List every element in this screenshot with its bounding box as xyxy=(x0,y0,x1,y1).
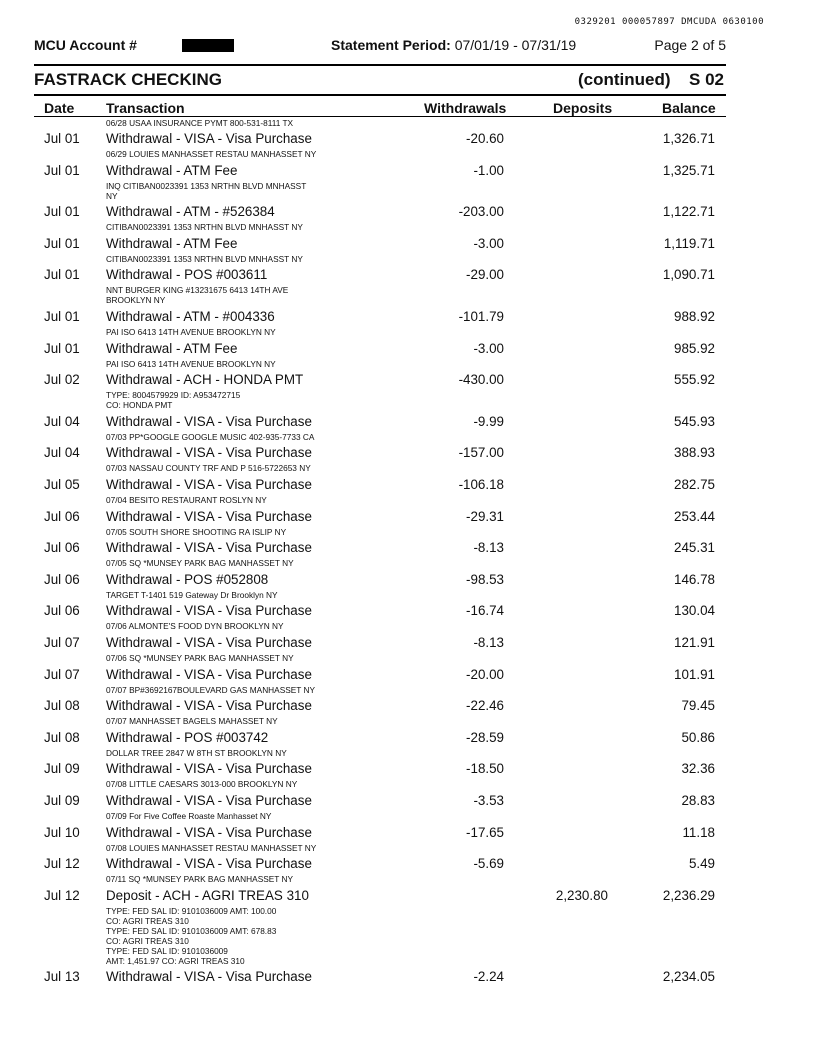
transaction-balance: 146.78 xyxy=(674,571,715,587)
transaction-date: Jul 08 xyxy=(44,729,80,745)
transaction-description: Withdrawal - ATM Fee xyxy=(106,235,238,251)
transaction-row xyxy=(0,761,816,777)
transaction-date: Jul 01 xyxy=(44,131,80,146)
transaction-detail-line: PAI ISO 6413 14TH AVENUE BROOKLYN NY xyxy=(106,358,276,369)
transaction-balance: 988.92 xyxy=(674,309,715,324)
transaction-balance: 388.93 xyxy=(674,445,715,461)
column-header-date: Date xyxy=(44,100,75,116)
transaction-detail-line: INQ CITIBAN0023391 1353 NRTHN BLVD MNHASST xyxy=(106,180,307,191)
page-number: Page 2 of 5 xyxy=(654,37,726,53)
transaction-withdrawal: -98.53 xyxy=(466,571,504,587)
transaction-detail-line: 06/28 USAA INSURANCE PYMT 800-531-8111 TX xyxy=(106,118,294,128)
transaction-balance: 121.91 xyxy=(674,635,715,650)
transaction-description: Withdrawal - VISA - Visa Purchase xyxy=(106,698,312,714)
transaction-date: Jul 01 xyxy=(44,309,80,324)
transaction-balance: 1,122.71 xyxy=(662,204,715,220)
transaction-date: Jul 12 xyxy=(44,887,80,903)
transaction-balance: 2,234.05 xyxy=(662,969,715,985)
transaction-row xyxy=(0,667,816,683)
transaction-balance: 1,119.71 xyxy=(663,235,715,251)
transaction-row xyxy=(0,793,816,809)
transaction-row xyxy=(0,730,816,746)
transaction-description: Withdrawal - POS #003742 xyxy=(106,729,269,745)
transaction-withdrawal: -157.00 xyxy=(458,445,504,461)
statement-period-label: Statement Period: xyxy=(331,37,451,53)
transaction-description: Withdrawal - ATM Fee xyxy=(106,340,238,356)
transaction-detail-line: NNT BURGER KING #13231675 6413 14TH AVE xyxy=(106,285,289,296)
transaction-description: Withdrawal - VISA - Visa Purchase xyxy=(106,477,312,492)
transaction-date: Jul 13 xyxy=(44,969,80,985)
transaction-withdrawal: -203.00 xyxy=(458,204,504,220)
transaction-detail-line: NY xyxy=(106,190,118,201)
transaction-description: Withdrawal - POS #052808 xyxy=(106,571,269,587)
transaction-description: Withdrawal - VISA - Visa Purchase xyxy=(106,969,312,985)
transaction-detail-line: 07/03 NASSAU COUNTY TRF AND P 516-5722653 NY xyxy=(106,463,311,474)
statement-header xyxy=(34,37,726,55)
transaction-date: Jul 09 xyxy=(44,761,80,777)
section-continued: (continued) xyxy=(578,70,671,89)
transaction-balance: 1,326.71 xyxy=(662,131,715,146)
transaction-detail-line: TYPE: 8004579929 ID: A953472715 xyxy=(106,390,241,401)
transaction-date: Jul 12 xyxy=(44,856,80,872)
transaction-date: Jul 01 xyxy=(44,267,80,283)
transaction-withdrawal: -22.46 xyxy=(466,698,504,714)
transaction-row xyxy=(0,825,816,841)
transaction-withdrawal: -17.65 xyxy=(466,824,504,840)
transaction-description: Withdrawal - POS #003611 xyxy=(106,267,268,283)
transaction-balance: 50.86 xyxy=(681,729,715,745)
transaction-withdrawal: -1.00 xyxy=(473,162,504,178)
column-header-balance: Balance xyxy=(662,100,716,116)
transaction-detail-line: 06/29 LOUIES MANHASSET RESTAU MANHASSET NY xyxy=(106,149,317,159)
transaction-date: Jul 06 xyxy=(44,571,80,587)
transaction-withdrawal: -18.50 xyxy=(466,761,504,777)
transaction-date: Jul 01 xyxy=(44,204,80,220)
transaction-description: Withdrawal - VISA - Visa Purchase xyxy=(106,540,312,556)
section-divider xyxy=(34,94,726,96)
transaction-description: Deposit - ACH - AGRI TREAS 310 xyxy=(106,887,309,903)
transaction-withdrawal: -20.60 xyxy=(466,131,504,146)
transaction-row xyxy=(0,856,816,872)
column-header-transaction: Transaction xyxy=(106,100,185,116)
transaction-detail-line: CO: AGRI TREAS 310 xyxy=(106,935,189,946)
transaction-date: Jul 01 xyxy=(44,235,80,251)
transaction-description: Withdrawal - VISA - Visa Purchase xyxy=(106,666,312,682)
transaction-balance: 79.45 xyxy=(681,698,715,714)
transaction-detail-line: 07/06 ALMONTE'S FOOD DYN BROOKLYN NY xyxy=(106,621,284,632)
transaction-date: Jul 07 xyxy=(44,666,80,682)
transaction-detail-line: 07/06 SQ *MUNSEY PARK BAG MANHASSET NY xyxy=(106,653,294,663)
transaction-balance: 101.91 xyxy=(674,666,715,682)
transaction-withdrawal: -8.13 xyxy=(473,540,504,556)
transaction-row xyxy=(0,572,816,588)
transaction-row xyxy=(0,969,816,985)
transaction-date: Jul 06 xyxy=(44,603,80,619)
transaction-detail-line: CO: AGRI TREAS 310 xyxy=(106,915,189,926)
transaction-description: Withdrawal - VISA - Visa Purchase xyxy=(106,445,312,461)
transaction-balance: 1,325.71 xyxy=(662,162,715,178)
transaction-balance: 28.83 xyxy=(681,793,715,808)
section-code: S 02 xyxy=(689,70,724,89)
transaction-detail-line: 07/03 PP*GOOGLE GOOGLE MUSIC 402-935-7733 CA xyxy=(106,431,315,442)
transaction-balance: 545.93 xyxy=(674,413,715,429)
transaction-balance: 130.04 xyxy=(674,603,715,619)
transaction-balance: 282.75 xyxy=(674,477,715,492)
statement-period xyxy=(331,37,576,53)
redacted-account-number xyxy=(182,39,234,52)
transaction-detail-line: TYPE: FED SAL ID: 9101036009 xyxy=(106,945,228,956)
transaction-deposit: 2,230.80 xyxy=(555,887,608,903)
transaction-description: Withdrawal - ATM Fee xyxy=(106,162,238,178)
transaction-balance: 985.92 xyxy=(674,340,715,356)
transaction-row xyxy=(0,372,816,388)
transaction-row xyxy=(0,267,816,283)
statement-tracking-code: 0329201 000057897 DMCUDA 0630100 xyxy=(574,17,764,27)
transaction-date: Jul 04 xyxy=(44,413,80,429)
transaction-withdrawal: -3.00 xyxy=(473,235,504,251)
column-header-deposits: Deposits xyxy=(553,100,613,116)
transaction-row xyxy=(0,341,816,357)
transaction-description: Withdrawal - ATM - #004336 xyxy=(106,309,275,324)
transaction-detail-line: 07/04 BESITO RESTAURANT ROSLYN NY xyxy=(106,495,267,505)
transaction-withdrawal: -5.69 xyxy=(473,856,504,872)
statement-period-value: 07/01/19 - 07/31/19 xyxy=(454,37,577,53)
transaction-detail-line: CITIBAN0023391 1353 NRTHN BLVD MNHASST NY xyxy=(106,222,303,233)
transaction-description: Withdrawal - VISA - Visa Purchase xyxy=(106,603,312,619)
transaction-detail-line: AMT: 1,451.97 CO: AGRI TREAS 310 xyxy=(106,955,245,966)
transaction-detail-line: DOLLAR TREE 2847 W 8TH ST BROOKLYN NY xyxy=(106,747,287,758)
transaction-balance: 1,090.71 xyxy=(662,267,715,283)
transaction-date: Jul 06 xyxy=(44,508,80,524)
transaction-balance: 32.36 xyxy=(681,761,715,777)
transaction-detail-line: PAI ISO 6413 14TH AVENUE BROOKLYN NY xyxy=(106,327,276,337)
transaction-description: Withdrawal - VISA - Visa Purchase xyxy=(106,131,312,146)
transaction-description: Withdrawal - VISA - Visa Purchase xyxy=(106,413,312,429)
account-label: MCU Account # xyxy=(34,37,137,53)
transaction-row xyxy=(0,414,816,430)
transaction-withdrawal: -430.00 xyxy=(458,372,504,388)
transaction-detail-line: 07/05 SQ *MUNSEY PARK BAG MANHASSET NY xyxy=(106,558,294,569)
transaction-withdrawal: -9.99 xyxy=(473,413,504,429)
transaction-detail-line: TYPE: FED SAL ID: 9101036009 AMT: 678.83 xyxy=(106,925,277,936)
transaction-balance: 245.31 xyxy=(674,540,715,556)
transaction-detail-line: BROOKLYN NY xyxy=(106,295,166,306)
transaction-withdrawal: -28.59 xyxy=(466,729,504,745)
transaction-description: Withdrawal - VISA - Visa Purchase xyxy=(106,856,312,872)
section-name: FASTRACK CHECKING xyxy=(34,70,222,89)
transaction-date: Jul 05 xyxy=(44,477,80,492)
transaction-detail-line: 07/08 LITTLE CAESARS 3013-000 BROOKLYN NY xyxy=(106,779,298,790)
transaction-withdrawal: -3.53 xyxy=(473,793,504,808)
transaction-date: Jul 07 xyxy=(44,635,80,650)
header-divider xyxy=(34,64,726,66)
transaction-description: Withdrawal - ATM - #526384 xyxy=(106,204,275,220)
transaction-detail-line: 07/05 SOUTH SHORE SHOOTING RA ISLIP NY xyxy=(106,526,287,537)
transaction-description: Withdrawal - VISA - Visa Purchase xyxy=(106,761,312,777)
transaction-detail-line: 07/08 LOUIES MANHASSET RESTAU MANHASSET NY xyxy=(106,842,317,853)
transaction-date: Jul 01 xyxy=(44,340,80,356)
transaction-date: Jul 08 xyxy=(44,698,80,714)
transaction-row xyxy=(0,477,816,493)
transaction-withdrawal: -2.24 xyxy=(473,969,504,985)
transaction-withdrawal: -3.00 xyxy=(473,340,504,356)
transaction-row xyxy=(0,509,816,525)
column-header-divider xyxy=(34,116,726,117)
transaction-withdrawal: -29.00 xyxy=(466,267,504,283)
transaction-description: Withdrawal - VISA - Visa Purchase xyxy=(106,824,312,840)
transaction-row xyxy=(0,698,816,714)
transaction-date: Jul 10 xyxy=(44,824,80,840)
transaction-date: Jul 04 xyxy=(44,445,80,461)
transaction-detail-line: CITIBAN0023391 1353 NRTHN BLVD MNHASST NY xyxy=(106,253,303,264)
transaction-withdrawal: -20.00 xyxy=(466,666,504,682)
transaction-row xyxy=(0,888,816,904)
transaction-balance: 253.44 xyxy=(674,508,715,524)
transaction-description: Withdrawal - VISA - Visa Purchase xyxy=(106,793,312,808)
transaction-description: Withdrawal - VISA - Visa Purchase xyxy=(106,635,312,650)
transaction-detail-line: TYPE: FED SAL ID: 9101036009 AMT: 100.00 xyxy=(106,905,277,916)
transaction-row xyxy=(0,540,816,556)
column-headers xyxy=(34,100,726,116)
transaction-date: Jul 06 xyxy=(44,540,80,556)
transaction-date: Jul 09 xyxy=(44,793,80,808)
transaction-detail-line: 07/07 BP#3692167BOULEVARD GAS MANHASSET NY xyxy=(106,684,316,695)
transaction-row xyxy=(0,445,816,461)
column-header-withdrawals: Withdrawals xyxy=(424,100,507,116)
transaction-description: Withdrawal - VISA - Visa Purchase xyxy=(106,508,312,524)
transaction-withdrawal: -8.13 xyxy=(473,635,504,650)
transaction-date: Jul 01 xyxy=(44,162,80,178)
transaction-withdrawal: -106.18 xyxy=(458,477,504,492)
transaction-balance: 11.18 xyxy=(682,824,715,840)
transaction-row xyxy=(0,603,816,619)
transaction-detail-line: 07/07 MANHASSET BAGELS MAHASSET NY xyxy=(106,716,278,727)
transaction-withdrawal: -16.74 xyxy=(466,603,504,619)
transaction-row xyxy=(0,309,816,325)
account-section-title xyxy=(34,70,726,90)
transaction-withdrawal: -29.31 xyxy=(466,508,504,524)
transaction-detail-line: TARGET T-1401 519 Gateway Dr Brooklyn NY xyxy=(106,589,278,600)
transaction-balance: 5.49 xyxy=(688,856,715,872)
transaction-balance: 2,236.29 xyxy=(662,887,715,903)
transaction-detail-line: 07/11 SQ *MUNSEY PARK BAG MANHASSET NY xyxy=(106,874,294,885)
transaction-row xyxy=(0,163,816,179)
transaction-detail-line: CO: HONDA PMT xyxy=(106,400,173,411)
transaction-withdrawal: -101.79 xyxy=(458,309,504,324)
transaction-row xyxy=(0,635,816,651)
transaction-balance: 555.92 xyxy=(674,372,715,388)
transaction-row xyxy=(0,236,816,252)
transaction-row xyxy=(0,131,816,147)
transaction-detail-line: 07/09 For Five Coffee Roaste Manhasset NY xyxy=(106,811,272,821)
transaction-date: Jul 02 xyxy=(44,372,80,388)
transaction-row xyxy=(0,204,816,220)
transaction-description: Withdrawal - ACH - HONDA PMT xyxy=(106,372,304,388)
